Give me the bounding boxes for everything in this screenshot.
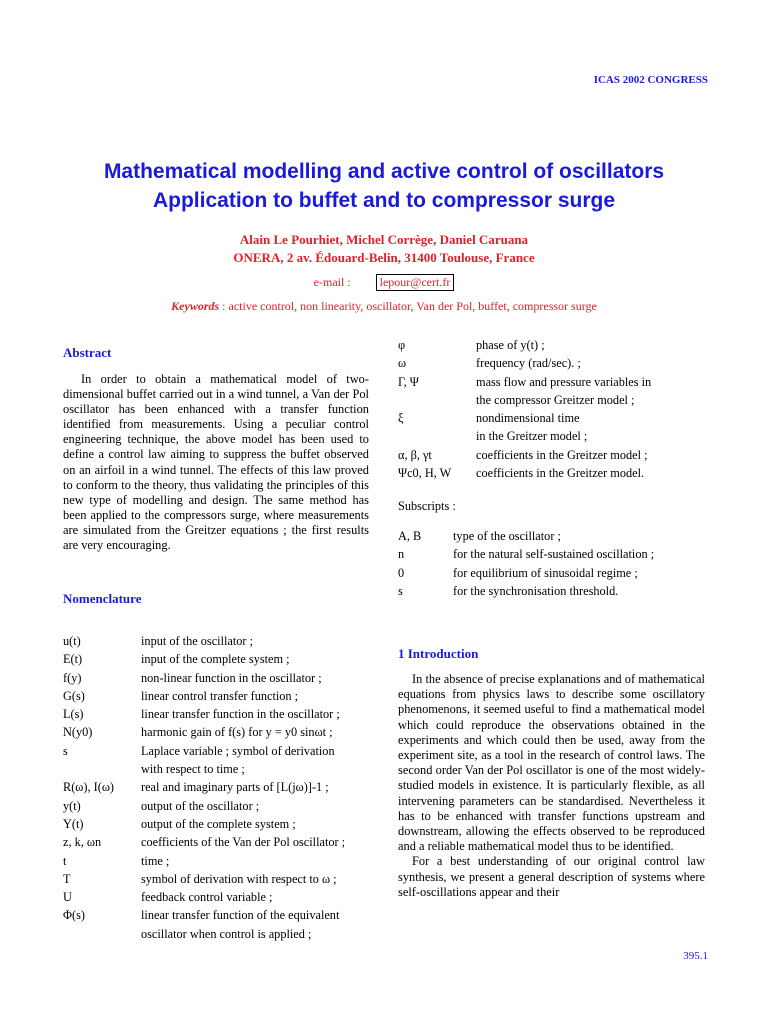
email-row [0, 274, 768, 291]
nomenclature-row: with respect to time ; [141, 762, 245, 777]
nomenclature-row: f(y) non-linear function in the oscillator ; [63, 670, 322, 685]
title-line-2: Application to buffet and to compressor surge [152, 189, 616, 212]
nomenclature-row: z, k, ωn coefficients of the Van der Pol oscillator ; [63, 835, 346, 850]
nomenclature-heading: Nomenclature [63, 591, 142, 606]
nomenclature-row: y(t) output of the oscillator ; [63, 798, 260, 813]
keywords-text: : active control, non linearity, oscillator, Van der Pol, buffet, compressor surge [219, 299, 597, 313]
nomenclature-row: u(t) input of the oscillator ; [63, 634, 254, 648]
subscripts-list [398, 527, 718, 600]
nomenclature-row: t time ; [63, 853, 170, 868]
email-label: e-mail : [313, 275, 351, 289]
nomenclature-row: oscillator when control is applied ; [141, 926, 312, 941]
affiliation: ONERA, 2 av. Édouard-Belin, 31400 Toulouse, France [233, 250, 535, 265]
introduction-paragraph-2: For a best understanding of our original control law synthesis, we present a general description of systems where self-oscillations appear and their [398, 854, 705, 899]
nomenclature-row: L(s) linear transfer function in the oscillator ; [63, 707, 340, 722]
subscript-row: n for the natural self-sustained oscillation ; [398, 547, 655, 562]
keywords-label: Keywords [171, 299, 220, 313]
symbol-list-right [398, 336, 768, 482]
symbol-row: the compressor Greitzer model ; [476, 392, 635, 407]
email-address[interactable]: lepour@cert.fr [376, 274, 455, 291]
symbol-row: Γ, Ψ mass flow and pressure variables in [398, 374, 652, 389]
nomenclature-row: Φ(s) linear transfer function of the equivalent [63, 908, 340, 923]
nomenclature-row: T symbol of derivation with respect to ω ; [63, 871, 337, 886]
symbol-row: in the Greitzer model ; [476, 429, 588, 444]
symbol-row: φ phase of y(t) ; [398, 338, 545, 352]
nomenclature-row: G(s) linear control transfer function ; [63, 688, 299, 703]
introduction-body [398, 672, 705, 900]
abstract-body [63, 372, 369, 553]
symbol-row: α, β, γt coefficients in the Greitzer model ; [398, 447, 648, 462]
nomenclature-row: R(ω), I(ω) real and imaginary parts of [L(jω)]-1 ; [63, 780, 329, 795]
introduction-paragraph-1: In the absence of precise explanations and of mathematical equations from physics laws to describe some oscillatory phenomenons, it seemed useful to find a mathematical model which could reproduce the observations obtained in the experiments and which could then be used, away from the experiment site, as a tool in the research of control laws. The second order Van der Pol oscillator is one of the most widely-studied models in existence. It is particularly flexible, as all intervening parameters can be standardised. Nevertheless it has to be enhanced with transfer functions upstream and downstream, allowing the effects observed to be reproduced and a reliable mathematical model thus to be identified. [398, 672, 705, 854]
subscript-row: A, B type of the oscillator ; [398, 529, 561, 543]
subscripts-heading: Subscripts : [398, 499, 456, 513]
introduction-heading: 1 Introduction [398, 646, 479, 661]
nomenclature-list [63, 632, 383, 943]
nomenclature-row: N(y0) harmonic gain of f(s) for y = y0 sinωt ; [63, 725, 333, 740]
nomenclature-row: Y(t) output of the complete system ; [63, 816, 296, 831]
paper-title [0, 157, 768, 215]
symbol-row: ω frequency (rad/sec). ; [398, 356, 581, 371]
conference-header: ICAS 2002 CONGRESS [593, 74, 708, 86]
subscript-row: s for the synchronisation threshold. [398, 583, 619, 598]
nomenclature-row: E(t) input of the complete system ; [63, 652, 290, 667]
authors: Alain Le Pourhiet, Michel Corrège, Daniel Caruana [239, 232, 529, 247]
nomenclature-row: s Laplace variable ; symbol of derivation [63, 743, 335, 758]
symbol-row: ξ nondimensional time [398, 411, 580, 426]
page-number: 395.1 [683, 950, 708, 962]
keywords-line [0, 299, 768, 314]
abstract-heading: Abstract [63, 345, 112, 360]
nomenclature-row: U feedback control variable ; [63, 890, 273, 905]
symbol-row: Ψc0, H, W coefficients in the Greitzer model. [398, 466, 645, 481]
title-line-1: Mathematical modelling and active control of oscillators [103, 160, 665, 183]
subscript-row: 0 for equilibrium of sinusoidal regime ; [398, 565, 638, 580]
abstract-text: In order to obtain a mathematical model of two-dimensional buffet carried out in a wind tunnel, a Van der Pol oscillator has been enhanced with a transfer function identified from measurements. Using a peculiar control engineering technique, the above model has been used to define a control law aiming to suppress the buffet observed on an airfoil in a wind tunnel. The effects of this law proved to conform to the theory, thus validating the principles of this new type of modelling and design. The same method has been applied to the compressors surge, where measurements are simulated from the Greitzer equations ; the first results are very encouraging. [63, 372, 369, 553]
